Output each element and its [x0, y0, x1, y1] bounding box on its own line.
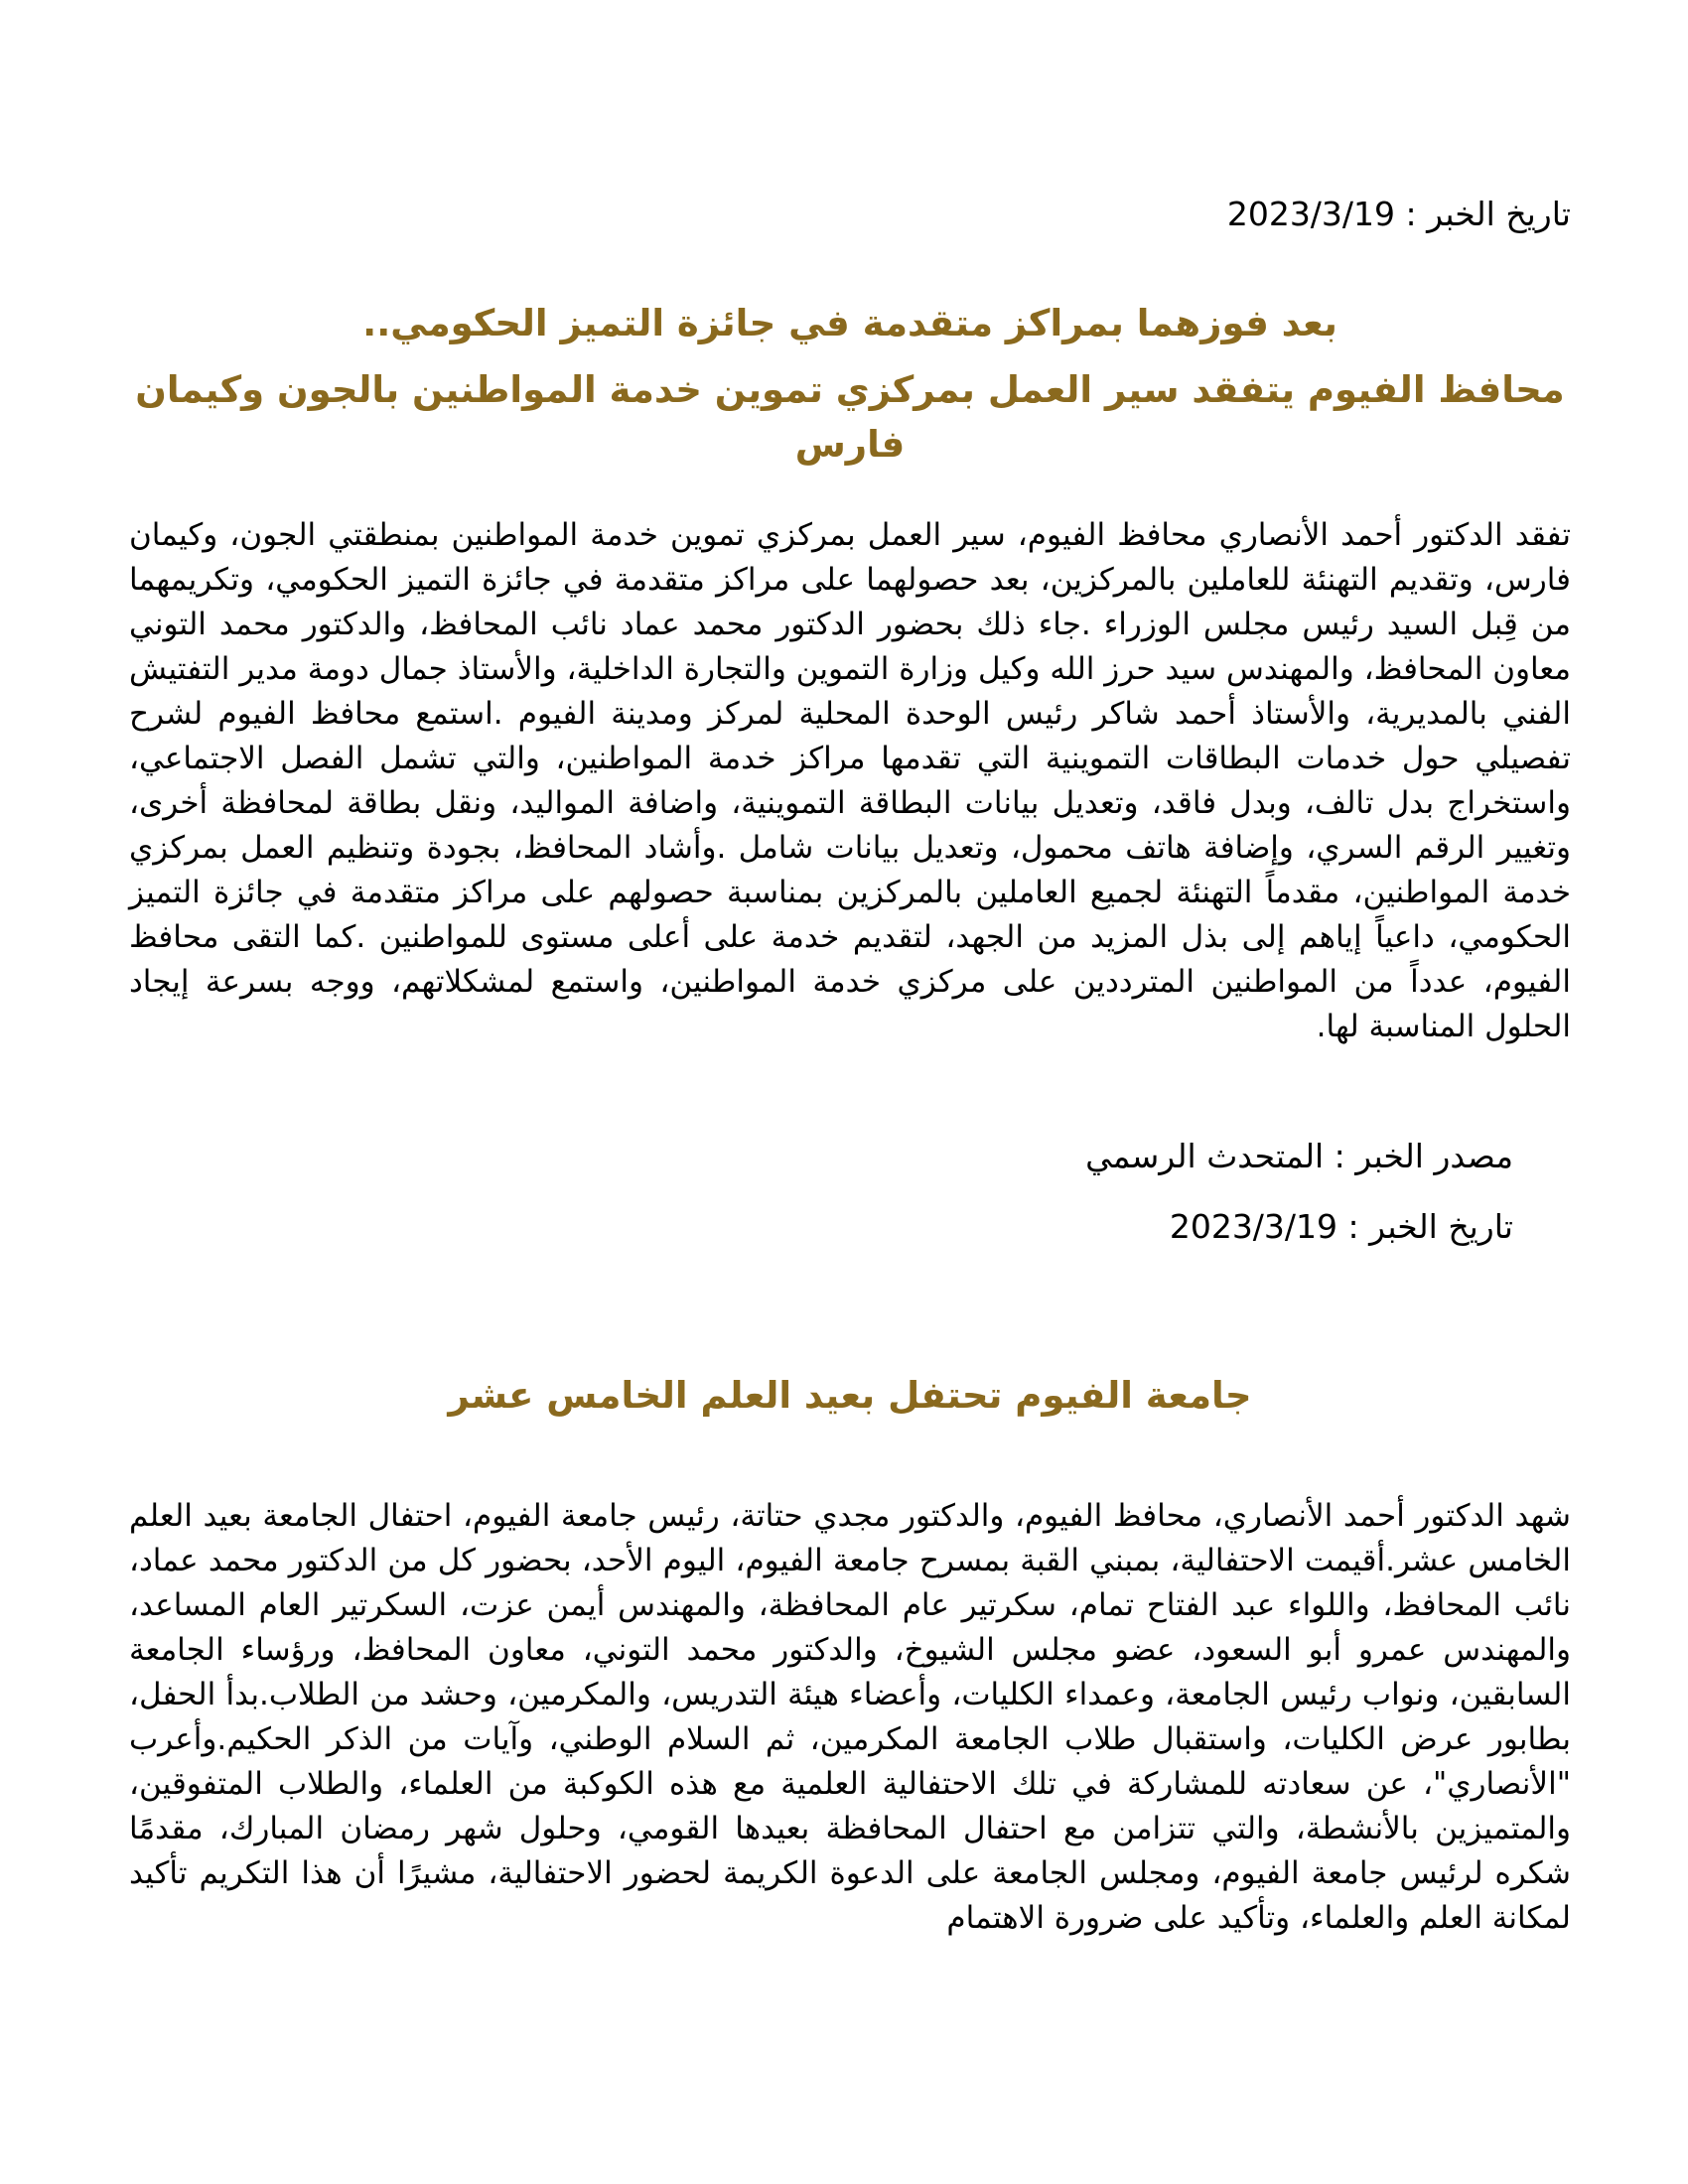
news-date-bottom: تاريخ الخبر : 2023/3/19 — [1169, 1207, 1513, 1246]
article2-headline: جامعة الفيوم تحتفل بعيد العلم الخامس عشر — [448, 1374, 1252, 1417]
news-source: مصدر الخبر : المتحدث الرسمي — [1085, 1137, 1513, 1175]
article1-kicker-headline: بعد فوزهما بمراكز متقدمة في جائزة التميز الحكومي.. — [362, 302, 1337, 344]
news-date-top: تاريخ الخبر : 2023/3/19 — [1226, 195, 1571, 233]
article2-body: شهد الدكتور أحمد الأنصاري، محافظ الفيوم، والدكتور مجدي حتاتة، رئيس جامعة الفيوم، احتفال الجامعة بعيد العلم الخامس عشر.أقيمت الاحتفالية، بمبني القبة بمسرح جامعة الفيوم، اليوم الأحد، بحضور كل من الدكتور محمد عماد، نائب المحافظ، واللواء عبد الفتاح تمام، سكرتير عام المحافظة، والمهندس أيمن عزت، السكرتير العام المساعد، والمهندس عمرو أبو السعود، عضو مجلس الشيوخ، والدكتور محمد التوني، معاون المحافظ، ورؤساء الجامعة السابقين، ونواب رئيس الجامعة، وعمداء الكليات، وأعضاء هيئة التدريس، والمكرمين، وحشد من الطلاب.بدأ الحفل، بطابور عرض الكليات، واستقبال طلاب الجامعة المكرمين، ثم السلام الوطني، وآيات من الذكر الحكيم.وأعرب "الأنصاري"، عن سعادته للمشاركة في تلك الاحتفالية العلمية مع هذه الكوكبة من العلماء، والطلاب المتفوقين، والمتميزين بالأنشطة، والتي تتزامن مع احتفال المحافظة بعيدها القومي، وحلول شهر رمضان المبارك، مقدمًا شكره لرئيس جامعة الفيوم، ومجلس الجامعة على الدعوة الكريمة لحضور الاحتفالية، مشيرًا أن هذا التكريم تأكيد لمكانة العلم والعلماء، وتأكيد على ضرورة الاهتمام — [129, 1498, 1571, 1936]
article1-body: تفقد الدكتور أحمد الأنصاري محافظ الفيوم، سير العمل بمركزي تموين خدمة المواطنين بمنطقتي الجون، وكيمان فارس، وتقديم التهنئة للعاملين بالمركزين، بعد حصولهما على مراكز متقدمة في جائزة التميز الحكومي، وتكريمهما من قِبل السيد رئيس مجلس الوزراء .جاء ذلك بحضور الدكتور محمد عماد نائب المحافظ، والدكتور محمد التوني معاون المحافظ، والمهندس سيد حرز الله وكيل وزارة التموين والتجارة الداخلية، والأستاذ جمال دومة مدير التفتيش الفني بالمديرية، والأستاذ أحمد شاكر رئيس الوحدة المحلية لمركز ومدينة الفيوم .استمع محافظ الفيوم لشرح تفصيلي حول خدمات البطاقات التموينية التي تقدمها مراكز خدمة المواطنين، والتي تشمل الفصل الاجتماعي، واستخراج بدل تالف، وبدل فاقد، وتعديل بيانات البطاقة التموينية، واضافة المواليد، ونقل بطاقة لمحافظة أخرى، وتغيير الرقم السري، وإضافة هاتف محمول، وتعديل بيانات شامل .وأشاد المحافظ، بجودة وتنظيم العمل بمركزي خدمة المواطنين، مقدماً التهنئة لجميع العاملين بالمركزين بمناسبة حصولهم على مراكز متقدمة في جائزة التميز الحكومي، داعياً إياهم إلى بذل المزيد من الجهد، لتقديم خدمة على أعلى مستوى للمواطنين .كما التقى محافظ الفيوم، عدداً من المواطنين المترددين على مركزي خدمة المواطنين، واستمع لمشكلاتهم، ووجه بسرعة إيجاد الحلول المناسبة لها. — [129, 517, 1571, 1044]
article1-meta-block — [129, 1049, 1571, 1249]
article1-main-headline: محافظ الفيوم يتفقد سير العمل بمركزي تموين خدمة المواطنين بالجون وكيمان فارس — [135, 368, 1565, 466]
